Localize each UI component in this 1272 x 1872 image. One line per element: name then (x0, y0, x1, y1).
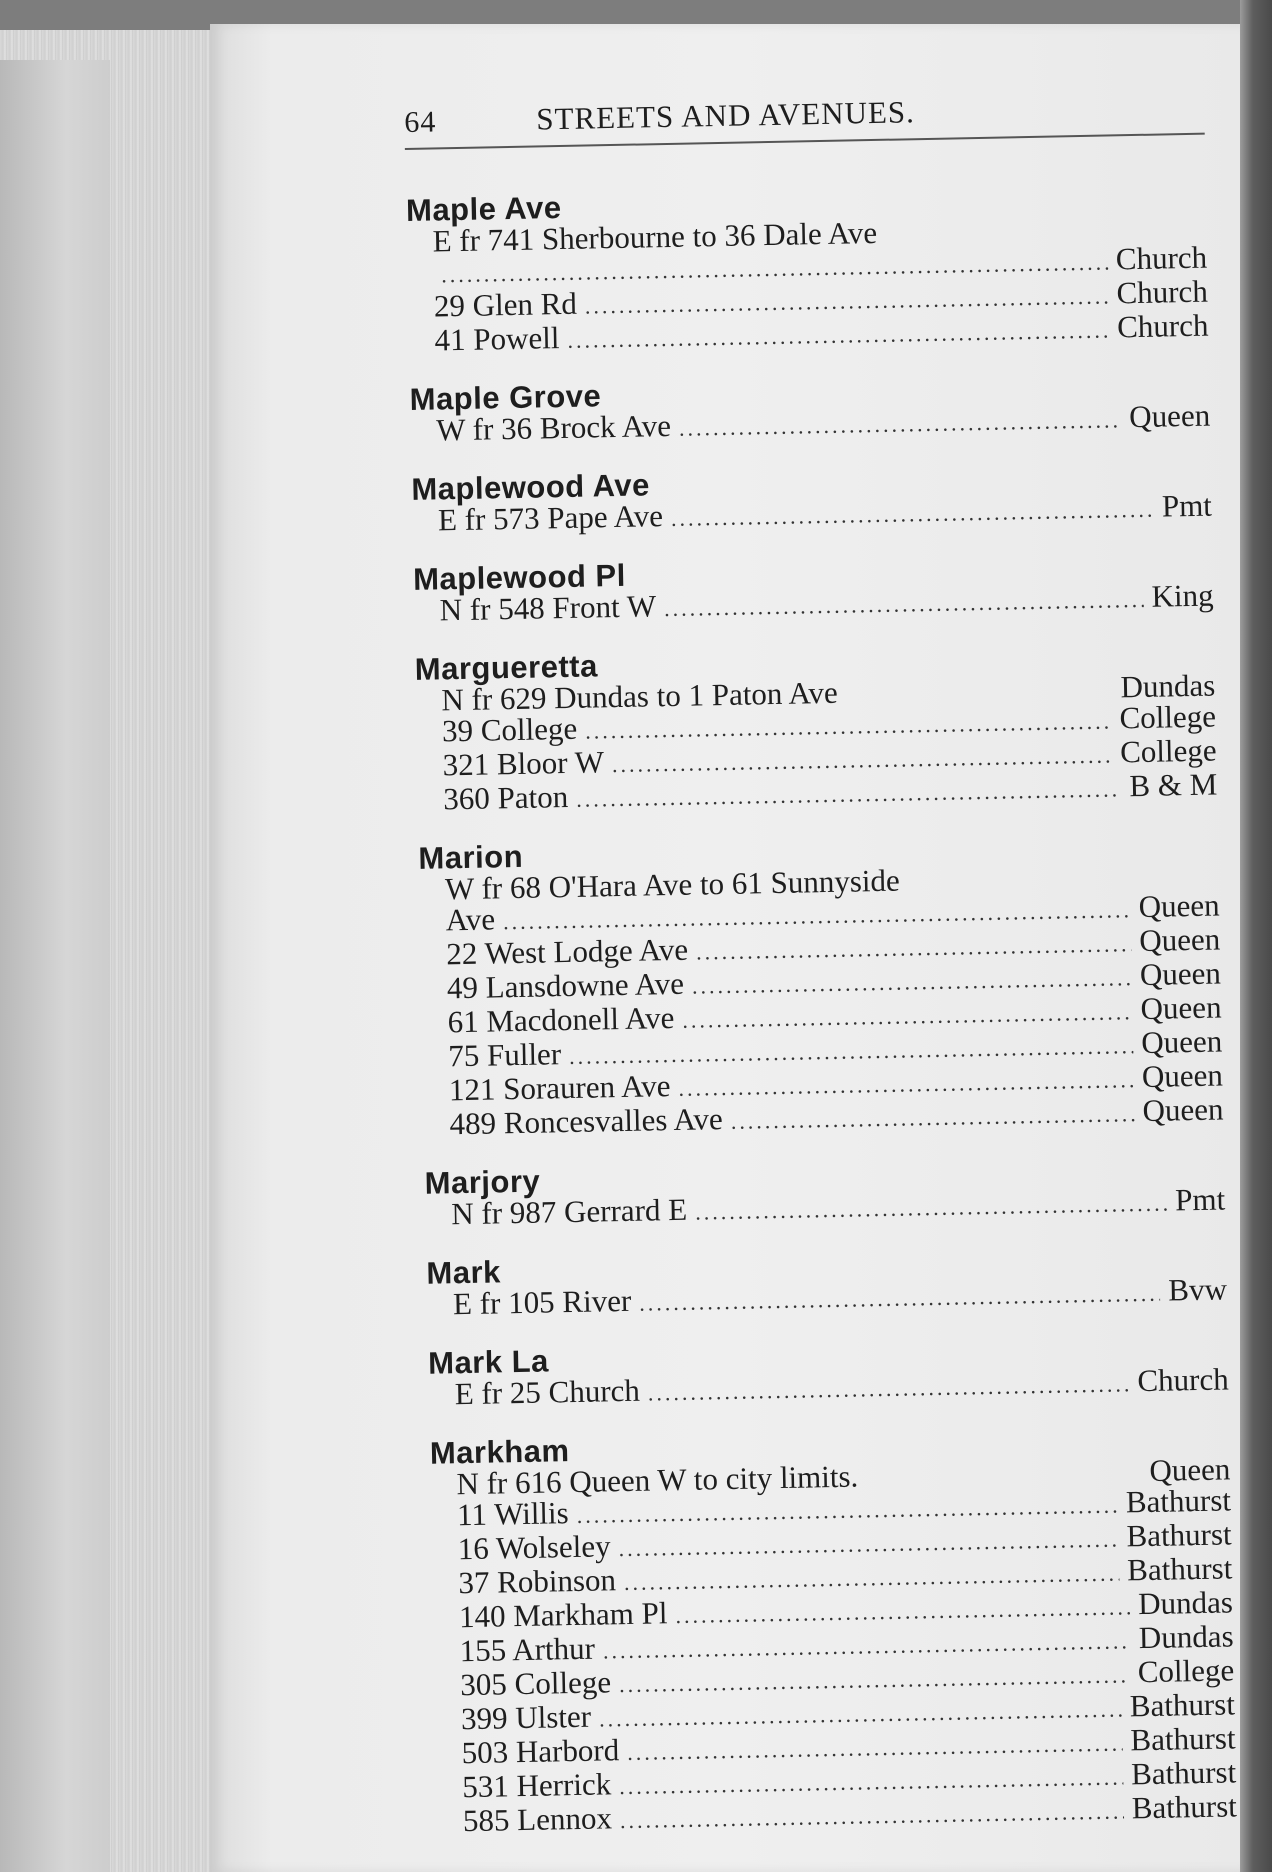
ward-name: Queen (1139, 955, 1222, 993)
ward-name: Queen (1138, 921, 1221, 959)
street-line-text: 399 Ulster (460, 1698, 592, 1737)
dot-leader (671, 494, 1155, 534)
ward-name: Bathurst (1126, 1550, 1233, 1588)
line-gap (858, 1481, 1149, 1487)
ward-name: Church (1115, 239, 1208, 277)
street-line-text: E fr 573 Pape Ave (437, 498, 664, 538)
ward-name: King (1151, 577, 1214, 614)
street-line-text: 531 Herrick (461, 1766, 612, 1805)
street-line-text: 140 Markham Pl (458, 1595, 668, 1635)
street-name: Maplewood Pl (412, 557, 627, 597)
ward-name: Pmt (1174, 1181, 1226, 1218)
dot-leader (567, 315, 1109, 356)
street-entry (411, 460, 1212, 539)
street-line-text: 155 Arthur (459, 1630, 596, 1669)
ward-name: College (1119, 732, 1217, 770)
street-line-text: N fr 548 Front W (439, 588, 657, 628)
street-entry (406, 181, 1209, 359)
ward-name: Dundas (1138, 1618, 1234, 1656)
street-line-text: 503 Harbord (461, 1732, 620, 1771)
ward-name: Bathurst (1126, 1516, 1232, 1554)
street-name: Maple Ave (405, 189, 562, 228)
street-line-text: E fr 741 Sherbourne to 36 Dale Ave (432, 214, 878, 259)
street-line-text: 49 Lansdowne Ave (446, 965, 685, 1006)
ward-name: Church (1116, 273, 1209, 311)
page-content (404, 89, 1238, 1866)
ward-name: B & M (1129, 766, 1218, 804)
ward-name: Bathurst (1130, 1754, 1237, 1792)
dot-leader (730, 1098, 1134, 1137)
dot-leader (620, 1795, 1124, 1836)
page-number: 64 (404, 105, 437, 139)
ward-name: Church (1137, 1361, 1229, 1399)
dot-leader (576, 773, 1122, 814)
ward-name: Bathurst (1125, 1482, 1232, 1520)
street-line-text: 121 Sorauren Ave (448, 1068, 671, 1108)
book-spine-shadow (1240, 0, 1272, 1872)
street-line-text: N fr 987 Gerrard E (450, 1191, 688, 1232)
street-line-text: 41 Powell (434, 320, 560, 358)
street-entry (428, 1333, 1229, 1412)
street-directory-list (406, 181, 1237, 1840)
dot-leader (639, 1278, 1161, 1319)
street-line-text: 39 College (441, 710, 578, 749)
street-line-text: 37 Robinson (458, 1562, 617, 1601)
street-line-text: 11 Willis (456, 1495, 569, 1533)
street-line-text: 75 Fuller (447, 1036, 562, 1074)
street-line-text: 321 Bloor W (442, 744, 605, 783)
ward-name: Queen (1141, 1057, 1224, 1095)
ward-name: Queen (1142, 1091, 1224, 1129)
street-line-text: 585 Lennox (462, 1800, 613, 1839)
ward-name: Bvw (1167, 1271, 1228, 1308)
ward-name: Queen (1138, 887, 1220, 925)
street-line-text: 489 Roncesvalles Ave (449, 1101, 724, 1142)
street-line-text: 22 West Lodge Ave (445, 931, 689, 972)
ward-name: Dundas (1120, 667, 1216, 705)
street-name: Mark (426, 1254, 502, 1291)
street-name: Maple Grove (409, 378, 602, 417)
street-line-text: E fr 105 River (452, 1282, 632, 1322)
line-gap (838, 697, 1121, 702)
street-line-text: 29 Glen Rd (433, 285, 578, 324)
dot-leader (664, 584, 1144, 624)
street-name: Margueretta (414, 648, 599, 687)
street-entry (430, 1423, 1238, 1839)
ward-name: Dundas (1137, 1584, 1234, 1622)
street-entry (418, 829, 1224, 1143)
street-line-text: 61 Macdonell Ave (447, 999, 675, 1040)
ward-name: College (1137, 1652, 1235, 1690)
street-line-text: W fr 36 Brock Ave (435, 407, 672, 448)
street-name: Mark La (427, 1343, 550, 1381)
ward-name: Bathurst (1130, 1720, 1236, 1758)
street-entry (413, 550, 1214, 629)
ward-name: Bathurst (1131, 1788, 1238, 1826)
street-line-text: 305 College (460, 1664, 612, 1703)
ward-name: Queen (1140, 1023, 1223, 1061)
dot-leader (695, 1188, 1168, 1228)
street-line-text: 16 Wolseley (457, 1528, 611, 1567)
ward-name: Pmt (1161, 487, 1213, 524)
street-entry (415, 640, 1218, 818)
street-line-text: N fr 616 Queen W to city limits. (456, 1458, 859, 1502)
street-entry (409, 370, 1210, 449)
street-line-text: 360 Paton (443, 778, 569, 817)
street-name: Markham (429, 1433, 570, 1471)
street-line-text: N fr 629 Dundas to 1 Paton Ave (441, 674, 839, 718)
ward-name: Queen (1128, 397, 1211, 435)
dot-leader (648, 1368, 1130, 1408)
dot-leader (679, 404, 1122, 443)
street-line-text: E fr 25 Church (454, 1372, 641, 1412)
ward-name: Queen (1140, 989, 1222, 1027)
street-name: Marion (418, 838, 524, 876)
page-title: STREETS AND AVENUES. (535, 94, 916, 137)
street-line-text: Ave (445, 901, 496, 938)
ward-name: Queen (1149, 1451, 1231, 1488)
ward-name: College (1119, 698, 1217, 736)
page-stack-outer-edge (0, 60, 110, 1872)
street-entry (424, 1153, 1225, 1232)
street-entry (426, 1243, 1227, 1322)
street-name: Maplewood Ave (411, 467, 651, 507)
ward-name: Bathurst (1129, 1686, 1236, 1724)
street-name: Marjory (424, 1163, 541, 1201)
street-line-text: W fr 68 O'Hara Ave to 61 Sunnyside (444, 862, 901, 907)
ward-name: Church (1116, 307, 1209, 345)
